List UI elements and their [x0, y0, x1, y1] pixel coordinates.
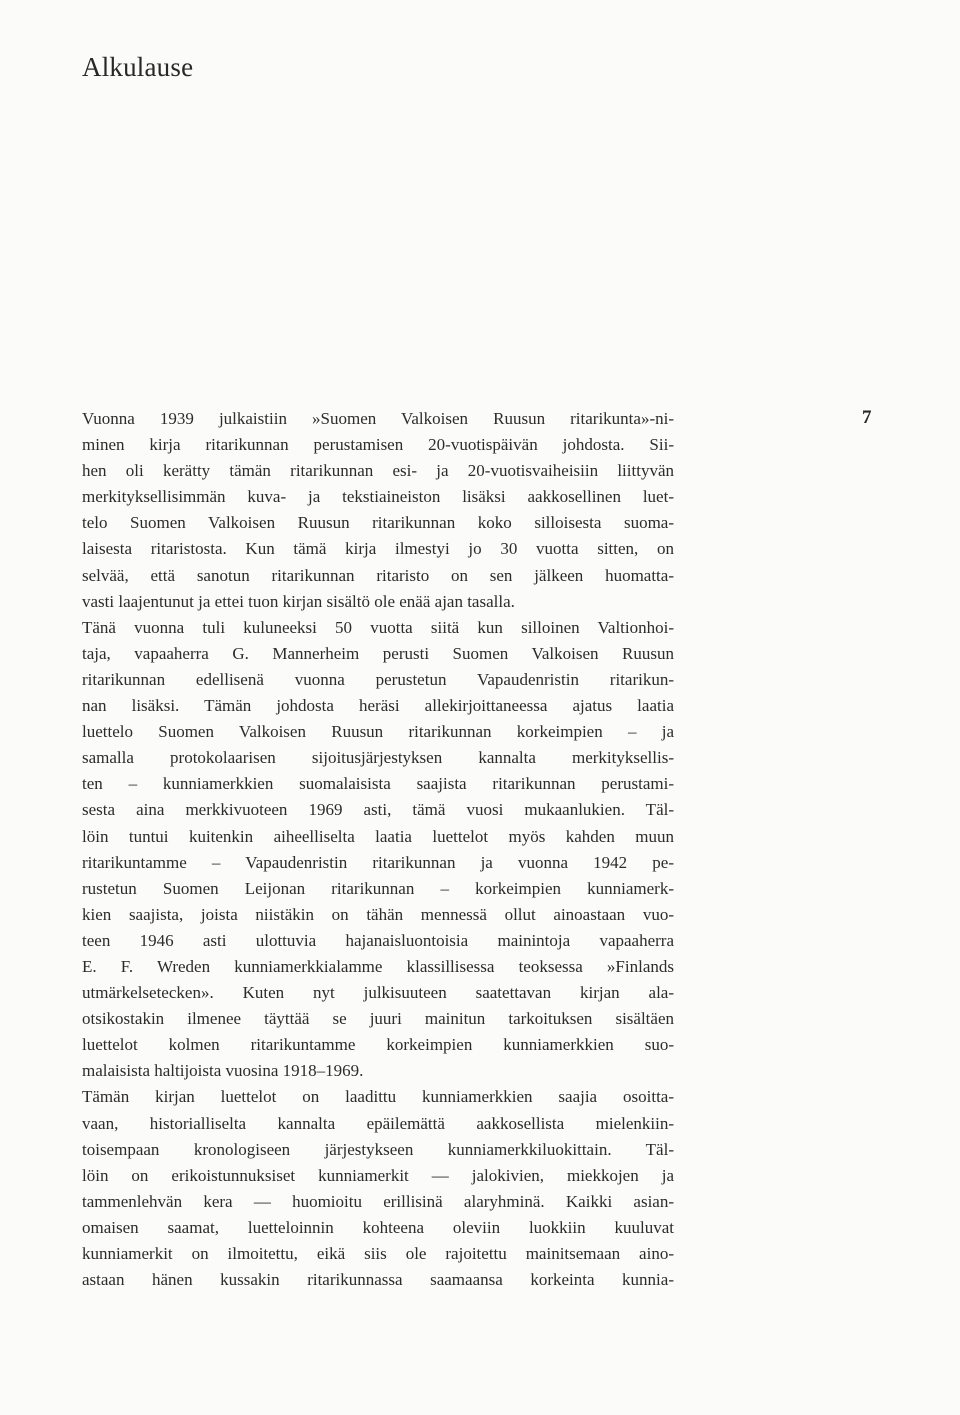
text-line: omaisen saamat, luetteloinnin kohteena oleviin luokkiin kuuluvat [82, 1217, 674, 1237]
text-line: ten – kunniamerkkien suomalaisista saajista ritarikunnan perustami- [82, 774, 674, 794]
text-line: Vuonna 1939 julkaistiin »Suomen Valkoisen Ruusun ritarikunta»-ni- [82, 409, 674, 428]
text-line: otsikostakin ilmenee täyttää se juuri mainitun tarkoituksen sisältäen [82, 1009, 674, 1029]
text-line: utmärkelsetecken». Kuten nyt julkisuuteen saatettavan kirjan ala- [82, 983, 674, 1003]
text-line: Tänä vuonna tuli kuluneeksi 50 vuotta siitä kun silloinen Valtionhoi- [82, 617, 674, 637]
text-line: toisempaan kronologiseen järjestykseen kunniamerkkiluokittain. Täl- [82, 1139, 674, 1159]
text-line: tammenlehvän kera — huomioitu erillisinä alaryhminä. Kaikki asian- [82, 1191, 674, 1211]
paragraph-1 [82, 406, 674, 1084]
text-line: vaan, historialliselta kannalta epäilemättä aakkosellista mielenkiin- [82, 1113, 674, 1133]
text-line: löin on erikoistunnuksiset kunniamerkit — jalokivien, miekkojen ja [82, 1165, 674, 1185]
page-number: 7 [862, 407, 872, 428]
page-title: Alkulause [82, 52, 194, 82]
text-line: malaisista haltijoista vuosina 1918–1969. [82, 1061, 364, 1081]
text-line: ritarikunnan edellisenä vuonna perustetun Vapaudenristin ritarikun- [82, 669, 674, 689]
text-line: nan lisäksi. Tämän johdosta heräsi allekirjoittaneessa ajatus laatia [82, 696, 674, 716]
text-line: astaan hänen kussakin ritarikunnassa saamaansa korkeinta kunnia- [82, 1270, 674, 1290]
text-line: luettelot kolmen ritarikuntamme korkeimpien kunniamerkkien suo- [82, 1035, 674, 1055]
text-line: rustetun Suomen Leijonan ritarikunnan – korkeimpien kunniamerk- [82, 878, 674, 898]
text-line: samalla protokolaarisen sijoitusjärjestyksen kannalta merkityksellis- [82, 748, 674, 768]
text-line: E. F. Wreden kunniamerkkialamme klassillisessa teoksessa »Finlands [82, 956, 674, 976]
body-text [82, 406, 674, 1293]
text-line: taja, vapaaherra G. Mannerheim perusti Suomen Valkoisen Ruusun [82, 643, 674, 663]
text-line: ritarikuntamme – Vapaudenristin ritarikunnan ja vuonna 1942 pe- [82, 852, 674, 872]
text-line: merkityksellisimmän kuva- ja tekstiaineiston lisäksi aakkosellinen luet- [82, 487, 674, 507]
text-line: selvää, että sanotun ritarikunnan ritaristo on sen jälkeen huomatta- [82, 565, 674, 585]
text-line: hen oli kerätty tämän ritarikunnan esi- ja 20-vuotisvaiheisiin liittyvän [82, 461, 674, 481]
text-line: minen kirja ritarikunnan perustamisen 20-vuotispäivän johdosta. Sii- [82, 435, 674, 455]
text-line: löin tuntui kuitenkin aiheelliselta laatia luettelot myös kahden muun [82, 826, 674, 846]
text-line: laisesta ritaristosta. Kun tämä kirja ilmestyi jo 30 vuotta sitten, on [82, 539, 674, 559]
text-line: sesta aina merkkivuoteen 1969 asti, tämä vuosi mukaanlukien. Täl- [82, 800, 674, 820]
text-line: kunniamerkit on ilmoitettu, eikä siis ole rajoitettu mainitsemaan aino- [82, 1244, 674, 1263]
text-line: Tämän kirjan luettelot on laadittu kunniamerkkien saajia osoitta- [82, 1087, 674, 1107]
text-line: kien saajista, joista niistäkin on tähän mennessä ollut ainoastaan vuo- [82, 904, 674, 924]
text-line: telo Suomen Valkoisen Ruusun ritarikunnan koko silloisesta suoma- [82, 513, 674, 533]
text-line: luettelo Suomen Valkoisen Ruusun ritarikunnan korkeimpien – ja [82, 722, 674, 742]
text-line: teen 1946 asti ulottuvia hajanaisluontoisia mainintoja vapaaherra [82, 930, 674, 950]
paragraph-2 [82, 1084, 674, 1293]
text-line: vasti laajentunut ja ettei tuon kirjan sisältö ole enää ajan tasalla. [82, 591, 515, 611]
